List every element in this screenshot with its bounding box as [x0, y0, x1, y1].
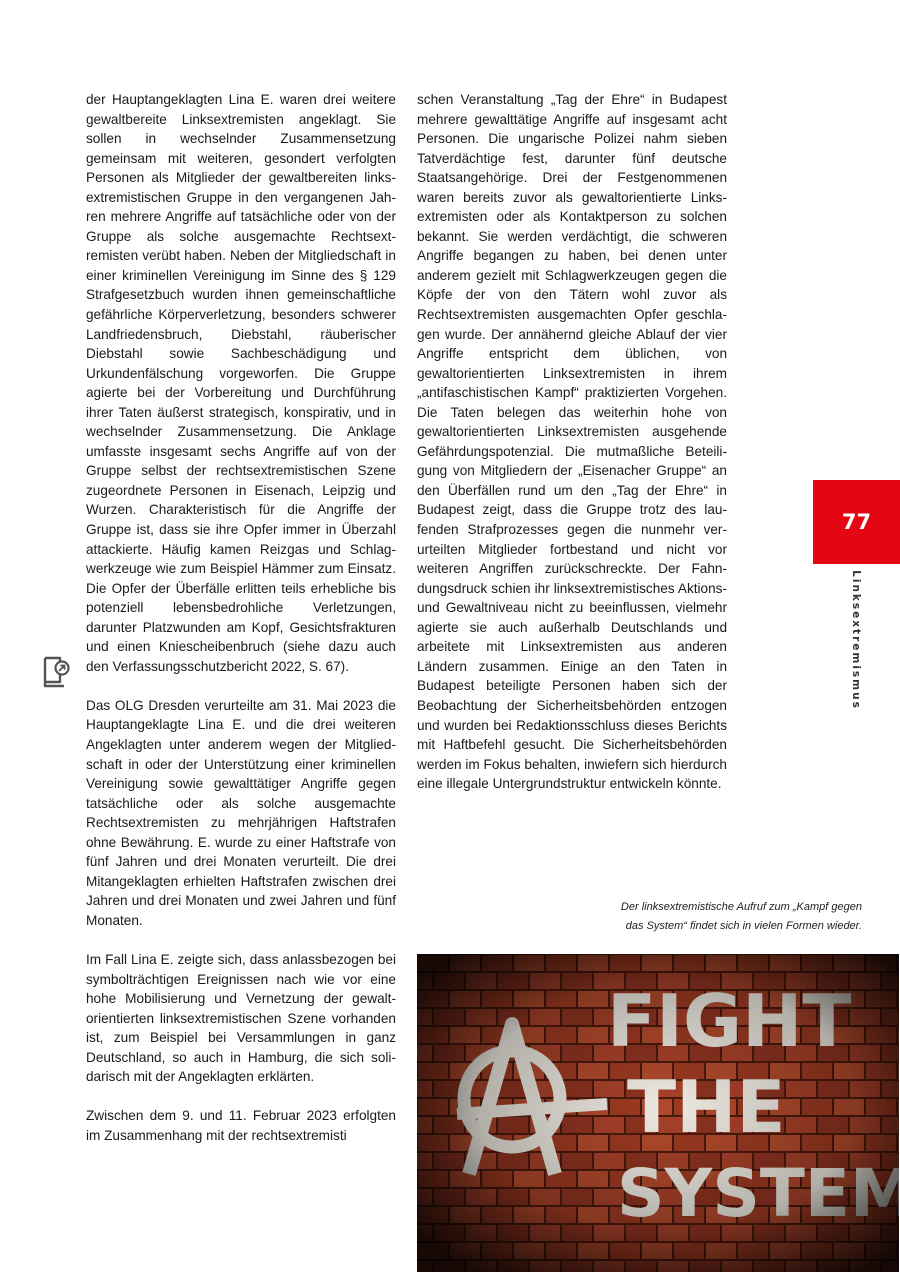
- text-column-left: [86, 90, 396, 1145]
- section-label: Linksextremismus: [850, 570, 862, 710]
- text-column-right: [417, 90, 727, 794]
- book-reference-icon: [40, 655, 74, 689]
- figure-caption: [560, 898, 862, 936]
- caption-line-2: das System“ findet sich in vielen Formen wieder.: [625, 920, 862, 932]
- paragraph-mobilisation: Im Fall Lina E. zeigte sich, dass anlassbezogen bei symbolträchtigen Ereignissen nach wie vor eine hohe Mobilisierung und Vernetzung der gewaltorientierten linksextremistischen Szene vorhanden ist, zum Beispiel bei Versammlungen in ganz Deutschland, so auch in Hamburg, die sich solidarisch mit der Angeklagten erklärten.: [86, 951, 396, 1085]
- paragraph-lina-e-charges: der Hauptangeklagten Lina E. waren drei weitere gewaltbereite Linksextremisten angeklagt. Sie sollen in wechselnder Zusammensetzung gemeinsam mit weiteren, gesondert verfolgten Personen als Mitglieder der gewaltbereiten linksextremistischen Gruppe in den vergangenen Jahren mehrere Angriffe auf tatsächliche oder von der Gruppe als solche ausgemachte Rechtsextremisten verübt haben. Neben der Mitgliedschaft in einer kriminellen Vereinigung im Sinne des § 129 Strafgesetzbuch wurden ihnen gemeinschaftliche gefährliche Körperverletzung, besonders schwerer Landfriedensbruch, Diebstahl, räuberischer Diebstahl sowie Sachbeschädigung und Urkundenfälschung vorgeworfen. Die Gruppe agierte bei der Vorbereitung und Durchführung ihrer Taten äußerst strategisch, konspirativ, und in wechselnder Zusammensetzung. Die Anklage umfasste insgesamt sechs Angriffe auf von der Gruppe selbst der rechtsextremistischen Szene zugeordnete Personen in Eisenach, Leipzig und Wurzen. Charakteristisch für die Angriffe der Gruppe ist, dass sie ihre Opfer immer in Überzahl attackierte. Häufig kamen Reizgas und Schlagwerkzeuge wie zum Beispiel Hämmer zum Einsatz. Die Opfer der Überfälle erlitten teils erhebliche bis potenziell lebensbedrohliche Verletzungen, darunter Platzwunden am Kopf, Gesichtsfrakturen und einen Kniescheibenbruch (siehe dazu auch den Verfassungsschutzbericht 2022, S. 67).: [86, 92, 396, 674]
- photo-vignette: [417, 954, 899, 1272]
- paragraph-budapest-intro: Zwischen dem 9. und 11. Februar 2023 erfolgten im Zusammenhang mit der rechtsextremisti: [86, 1108, 396, 1143]
- brick-wall-graffiti-image: [417, 954, 899, 1272]
- graffiti-photo: [417, 954, 899, 1272]
- paragraph-olg-verdict: Das OLG Dresden verurteilte am 31. Mai 2023 die Hauptangeklagte Lina E. und die drei weiteren Angeklagten unter anderem wegen der Mitgliedschaft in oder der Unterstützung einer kriminellen Vereinigung sowie gewalttätiger Angriffe gegen tatsächliche oder als solche ausgemachte Rechtsextremisten zu mehrjährigen Haftstrafen ohne Bewährung. E. wurde zu einer Haftstrafe von fünf Jahren und drei Monaten verurteilt. Die drei Mitangeklagten erhielten Haftstrafen zwischen drei Jahren und drei Monaten und zwei Jahren und fünf Monaten.: [86, 697, 396, 928]
- page-number-tab: [813, 480, 900, 564]
- page-number: 77: [841, 510, 872, 534]
- caption-line-1: Der linksextremistische Aufruf zum „Kampf gegen: [620, 901, 862, 913]
- paragraph-budapest-attacks: schen Veranstaltung „Tag der Ehre“ in Budapest mehrere gewalttätige Angriffe auf insgesamt acht Personen. Die ungarische Polizei nahm sieben Tatverdächtige fest, darunter fünf deutsche Staatsangehörige. Drei der Festgenommenen waren bereits zuvor als gewaltorientierte Linksextremisten oder als Kontaktperson zu solchen bekannt. Sie werden verdächtigt, die schweren Angriffe begangen zu haben, bei denen unter anderem gezielt mit Schlagwerkzeugen gegen die Köpfe der von den Tätern wohl zuvor als Rechtsextremisten ausgemachten Opfer geschlagen wurde. Der annähernd gleiche Ablauf der vier Angriffe entspricht dem üblichen, von gewaltorientierten Linksextremisten in ihrem „antifaschistischen Kampf“ praktizierten Vorgehen. Die Taten belegen das weiterhin hohe von gewaltorientierten Linksextremisten ausgehende Gefährdungspotenzial. Die mutmaßliche Beteiligung von Mitgliedern der „Eisenacher Gruppe“ an den Überfällen rund um den „Tag der Ehre“ in Budapest zeigt, dass die Gruppe trotz des laufenden Strafprozesses gegen die nunmehr verurteilten Mitglieder fortbestand und nicht vor weiteren Angriffen zurückschreckte. Der Fahndungsdruck schien ihr linksextremistisches Aktions- und Gewaltniveau nicht zu beeinflussen, vielmehr agierte sie auch außerhalb Deutschlands und arbeitete mit Linksextremisten aus anderen Ländern zusammen. Einige an den Taten in Budapest beteiligte Personen haben sich der Beobachtung der Sicherheitsbehörden entzogen und wurden bei Redaktionsschluss dieses Berichts mit Haftbefehl gesucht. Die Sicherheitsbehörden werden im Fokus behalten, inwiefern sich hierdurch eine illegale Untergrundstruktur entwickeln könnte.: [417, 92, 727, 792]
